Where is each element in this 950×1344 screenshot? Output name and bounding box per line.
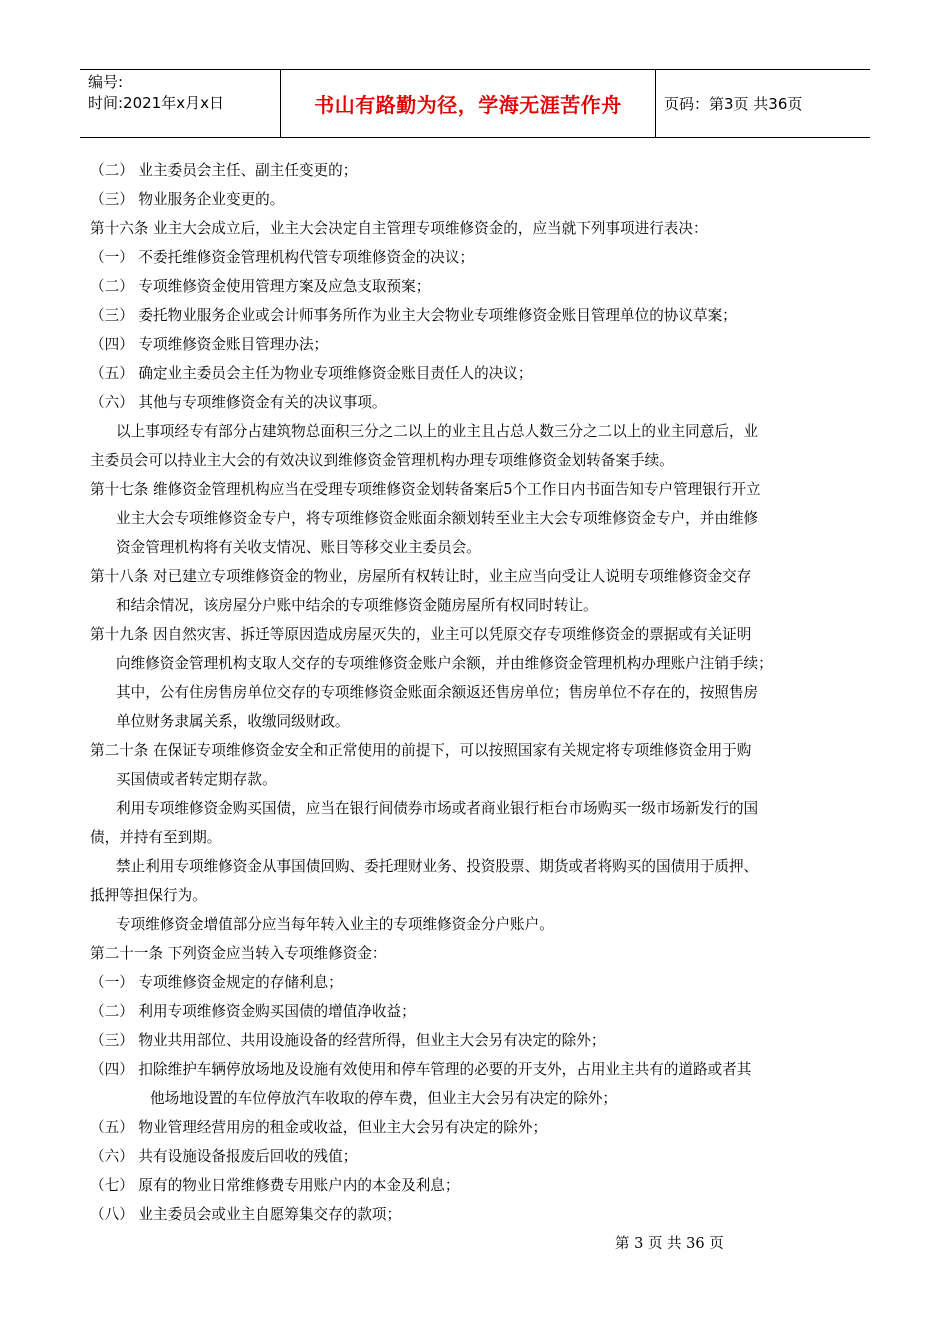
text-line: 单位财务隶属关系，收缴同级财政。 — [116, 713, 350, 730]
text-line: （三） 物业共用部位、共用设施设备的经营所得，但业主大会另有决定的除外； — [90, 1032, 606, 1049]
text-line: （八） 业主委员会或业主自愿筹集交存的款项； — [90, 1206, 402, 1223]
text-line: （四） 扣除维护车辆停放场地及设施有效使用和停车管理的必要的开支外，占用业主共有的道路或者其 — [90, 1061, 752, 1078]
document-number-label: 编号: — [88, 73, 124, 91]
text-line: 业主大会专项维修资金专户，将专项维修资金账面余额划转至业主大会专项维修资金专户，并由维修 — [116, 510, 759, 527]
text-line: （三） 物业服务企业变更的。 — [90, 191, 285, 208]
article-21-heading: 第二十一条 下列资金应当转入专项维修资金： — [90, 945, 387, 962]
article-19-heading: 第十九条 因自然灾害、拆迁等原因造成房屋灭失的，业主可以凭原交存专项维修资金的票据或有关证明 — [90, 626, 752, 643]
text-line: 债，并持有至到期。 — [90, 829, 222, 846]
text-line: （七） 原有的物业日常维修费专用账户内的本金及利息； — [90, 1177, 460, 1194]
text-line: 利用专项维修资金购买国债，应当在银行间债券市场或者商业银行柜台市场购买一级市场新发行的国 — [116, 800, 759, 817]
text-line: （二） 专项维修资金使用管理方案及应急支取预案； — [90, 278, 431, 295]
text-line: （五） 确定业主委员会主任为物业专项维修资金账目责任人的决议； — [90, 365, 533, 382]
text-line: 抵押等担保行为。 — [90, 887, 207, 904]
article-17-heading: 第十七条 维修资金管理机构应当在受理专项维修资金划转备案后5个工作日内书面告知专户管理银行开立 — [90, 481, 761, 498]
text-line: 向维修资金管理机构支取人交存的专项维修资金账户余额，并由维修资金管理机构办理账户注销手续； — [116, 655, 773, 672]
article-20-heading: 第二十条 在保证专项维修资金安全和正常使用的前提下，可以按照国家有关规定将专项维修资金用于购 — [90, 742, 752, 759]
page-footer: 第 3 页 共 36 页 — [615, 1236, 724, 1252]
text-line: （二） 利用专项维修资金购买国债的增值净收益； — [90, 1003, 416, 1020]
text-line: （二） 业主委员会主任、副主任变更的； — [90, 162, 358, 179]
text-line: 资金管理机构将有关收支情况、账目等移交业主委员会。 — [116, 539, 481, 556]
text-line: （三） 委托物业服务企业或会计师事务所作为业主大会物业专项维修资金账目管理单位的协议草案； — [90, 307, 737, 324]
text-line: （六） 其他与专项维修资金有关的决议事项。 — [90, 394, 387, 411]
page-header — [80, 69, 870, 138]
text-line: 主委员会可以持业主大会的有效决议到维修资金管理机构办理专项维修资金划转备案手续。 — [90, 452, 674, 469]
header-page-code: 页码：第3页 共36页 — [664, 95, 803, 113]
article-18-heading: 第十八条 对已建立专项维修资金的物业，房屋所有权转让时，业主应当向受让人说明专项维修资金交存 — [90, 568, 752, 585]
document-body — [90, 156, 870, 1229]
text-line: 和结余情况，该房屋分户账中结余的专项维修资金随房屋所有权同时转让。 — [116, 597, 598, 614]
text-line: 买国债或者转定期存款。 — [116, 771, 277, 788]
text-line: 专项维修资金增值部分应当每年转入业主的专项维修资金分户账户。 — [116, 916, 554, 933]
header-meta — [80, 70, 280, 137]
text-line: 他场地设置的车位停放汽车收取的停车费，但业主大会另有决定的除外； — [150, 1090, 618, 1107]
text-line: 以上事项经专有部分占建筑物总面积三分之二以上的业主且占总人数三分之二以上的业主同意后，业 — [116, 423, 759, 440]
text-line: 禁止利用专项维修资金从事国债回购、委托理财业务、投资股票、期货或者将购买的国债用于质押、 — [116, 858, 759, 875]
text-line: （四） 专项维修资金账目管理办法； — [90, 336, 329, 353]
text-line: 其中，公有住房售房单位交存的专项维修资金账面余额返还售房单位；售房单位不存在的，按照售房 — [116, 684, 759, 701]
document-time-label: 时间:2021年x月x日 — [88, 94, 224, 112]
text-line: （一） 专项维修资金规定的存储利息； — [90, 974, 343, 991]
article-16-heading: 第十六条 业主大会成立后，业主大会决定自主管理专项维修资金的，应当就下列事项进行表决： — [90, 220, 708, 237]
header-slogan: 书山有路勤为径，学海无涯苦作舟 — [280, 70, 656, 137]
text-line: （六） 共有设施设备报废后回收的残值； — [90, 1148, 358, 1165]
text-line: （一） 不委托维修资金管理机构代管专项维修资金的决议； — [90, 249, 475, 266]
text-line: （五） 物业管理经营用房的租金或收益，但业主大会另有决定的除外； — [90, 1119, 548, 1136]
